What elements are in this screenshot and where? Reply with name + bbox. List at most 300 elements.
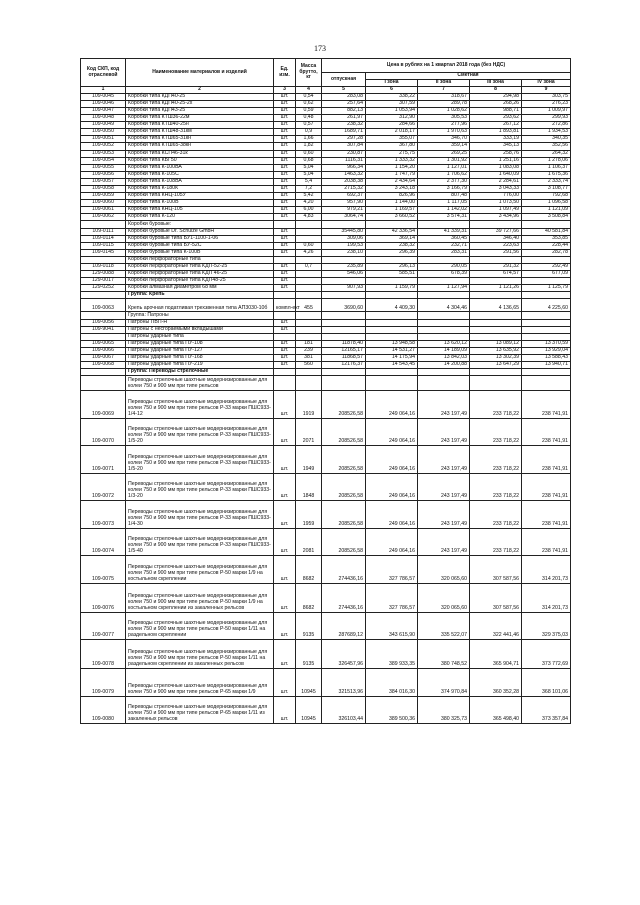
cell-zone-1 bbox=[366, 312, 418, 319]
cell-release: 957,90 bbox=[322, 200, 366, 207]
cell-code: 109-9041 bbox=[81, 326, 126, 333]
cell-unit: компл-ект bbox=[274, 299, 296, 312]
cell-zone-2 bbox=[418, 221, 470, 228]
cell-zone-1 bbox=[366, 319, 418, 326]
cell-zone-4: 352,56 bbox=[522, 143, 571, 150]
cell-code: 109-0046 bbox=[81, 100, 126, 107]
cell-zone-2: 359,14 bbox=[418, 143, 470, 150]
cell-zone-3: 233 718,22 bbox=[470, 446, 522, 474]
cell-name: Коробки типа КТШ48-31км bbox=[126, 129, 274, 136]
cell-zone-2: 232,71 bbox=[418, 242, 470, 249]
cell-code: 109-0114 bbox=[81, 235, 126, 242]
cell-zone-4: 276,23 bbox=[522, 100, 571, 107]
cell-code bbox=[81, 221, 126, 228]
cell-code: 109-0067 bbox=[81, 355, 126, 362]
cell-unit bbox=[274, 376, 296, 391]
cell-zone-1: 327 786,57 bbox=[366, 556, 418, 584]
table-row bbox=[81, 669, 571, 697]
cell-release: 283,08 bbox=[322, 93, 366, 100]
cell-release: 907,93 bbox=[322, 285, 366, 292]
cell-zone-2: 380 748,52 bbox=[418, 640, 470, 669]
cell-name: Группа: Патроны bbox=[126, 312, 274, 319]
cell-name: Патроны ударные типа bbox=[126, 333, 274, 340]
header-price-caption: Цена в рублях на 1 квартал 2018 года (без НДС) bbox=[322, 59, 571, 73]
column-number: 2 bbox=[126, 87, 274, 94]
table-row bbox=[81, 528, 571, 556]
cell-code: 109-0115 bbox=[81, 242, 126, 249]
cell-mass bbox=[296, 326, 322, 333]
cell-mass: 0,60 bbox=[296, 242, 322, 249]
cell-code: 109-0050 bbox=[81, 129, 126, 136]
cell-zone-3 bbox=[470, 326, 522, 333]
cell-mass bbox=[296, 228, 322, 235]
cell-zone-2: 243 197,49 bbox=[418, 501, 470, 529]
cell-zone-2: 243 197,49 bbox=[418, 446, 470, 474]
cell-name: Коробки буровые: bbox=[126, 221, 274, 228]
cell-zone-4: 340,35 bbox=[522, 136, 571, 143]
cell-zone-1: 14 543,45 bbox=[366, 362, 418, 369]
cell-name: Коробки буровые типа БУ1-1100-1-06 bbox=[126, 235, 274, 242]
cell-mass: 1848 bbox=[296, 473, 322, 501]
cell-name: Переводы стрелочные шахтные модернизированные для колеи 750 и 900 мм при типе рельсов Р-33 марки ПШС933-1/5-20 bbox=[126, 418, 274, 446]
cell-zone-3 bbox=[470, 319, 522, 326]
cell-zone-1: 369,14 bbox=[366, 235, 418, 242]
cell-zone-1: 384 016,30 bbox=[366, 669, 418, 697]
cell-unit: шт. bbox=[274, 207, 296, 214]
cell-zone-4: 1 096,58 bbox=[522, 200, 571, 207]
cell-zone-2 bbox=[418, 292, 470, 299]
cell-zone-1: 2 434,64 bbox=[366, 178, 418, 185]
cell-zone-1: 14 531,27 bbox=[366, 347, 418, 354]
cell-unit: шт. bbox=[274, 556, 296, 584]
cell-mass: 4,26 bbox=[296, 249, 322, 256]
cell-release: 1689,71 bbox=[322, 129, 366, 136]
cell-release: 692,37 bbox=[322, 193, 366, 200]
cell-name: Группа: Крепь bbox=[126, 292, 274, 299]
cell-zone-1: 1 333,32 bbox=[366, 157, 418, 164]
cell-mass: 4,20 bbox=[296, 200, 322, 207]
cell-zone-1: 367,80 bbox=[366, 143, 418, 150]
cell-name: Коробки типа К-180К bbox=[126, 185, 274, 192]
cell-release: 546,06 bbox=[322, 271, 366, 278]
cell-zone-3 bbox=[470, 221, 522, 228]
cell-unit: шт. bbox=[274, 93, 296, 100]
cell-zone-2: 346,70 bbox=[418, 136, 470, 143]
table-row bbox=[81, 391, 571, 419]
cell-release bbox=[322, 312, 366, 319]
cell-zone-2: 290,05 bbox=[418, 264, 470, 271]
cell-mass: 2081 bbox=[296, 528, 322, 556]
table-row bbox=[81, 418, 571, 446]
header-smeta: Сметная bbox=[366, 73, 571, 80]
cell-zone-1: 1 053,94 bbox=[366, 107, 418, 114]
cell-code bbox=[81, 369, 126, 376]
table-body bbox=[81, 93, 571, 724]
header-release: отпускная bbox=[322, 73, 366, 87]
header-name: Наименование материалов и изделий bbox=[126, 59, 274, 87]
cell-zone-1: 389 933,35 bbox=[366, 640, 418, 669]
cell-mass bbox=[296, 271, 322, 278]
cell-code: 109-0068 bbox=[81, 362, 126, 369]
cell-zone-2: 335 522,07 bbox=[418, 612, 470, 640]
cell-unit: шт. bbox=[274, 326, 296, 333]
cell-zone-4: 13 929,04 bbox=[522, 347, 571, 354]
cell-zone-3: 291,56 bbox=[470, 249, 522, 256]
cell-zone-2: 1 117,05 bbox=[418, 200, 470, 207]
cell-zone-2: 320 065,60 bbox=[418, 583, 470, 612]
cell-zone-3: 268,26 bbox=[470, 100, 522, 107]
cell-code: 109-0060 bbox=[81, 200, 126, 207]
table-row bbox=[81, 696, 571, 724]
cell-code: 109-0053 bbox=[81, 150, 126, 157]
cell-zone-1: 389 500,36 bbox=[366, 696, 418, 724]
cell-release: 208526,58 bbox=[322, 391, 366, 419]
header-mass: Масса брутто, кг bbox=[296, 59, 322, 87]
cell-zone-1: 1 747,79 bbox=[366, 171, 418, 178]
cell-name: Переводы стрелочные шахтные модернизированные для колеи 750 и 900 мм при типе рельсов Р-33 марки ПШС933-1/4-12 bbox=[126, 391, 274, 419]
cell-zone-2: 1 028,62 bbox=[418, 107, 470, 114]
cell-mass: 1959 bbox=[296, 501, 322, 529]
cell-zone-1: 327 786,57 bbox=[366, 583, 418, 612]
cell-mass bbox=[296, 221, 322, 228]
cell-unit: шт. bbox=[274, 696, 296, 724]
cell-zone-2 bbox=[418, 369, 470, 376]
cell-unit: шт. bbox=[274, 129, 296, 136]
cell-code: 109-0078 bbox=[81, 640, 126, 669]
cell-code bbox=[81, 376, 126, 391]
cell-zone-4 bbox=[522, 292, 571, 299]
cell-release: 1463,32 bbox=[322, 171, 366, 178]
cell-name: Коробки буровые Dr. Schulze GmbH bbox=[126, 228, 274, 235]
cell-zone-3: 345,13 bbox=[470, 143, 522, 150]
cell-zone-3: 13 635,92 bbox=[470, 347, 522, 354]
cell-zone-1: 296,13 bbox=[366, 264, 418, 271]
cell-name: Переводы стрелочные шахтные модернизированные для колеи 750 и 900 мм при типе рельсов Р-33 марки ПШС933-1/4-30 bbox=[126, 501, 274, 529]
cell-code bbox=[81, 292, 126, 299]
cell-code: 129-0017 bbox=[81, 278, 126, 285]
cell-zone-4: 238 741,91 bbox=[522, 528, 571, 556]
cell-unit: шт. bbox=[274, 115, 296, 122]
cell-zone-4 bbox=[522, 369, 571, 376]
cell-zone-1: 249 064,16 bbox=[366, 418, 418, 446]
cell-zone-1: 249 064,16 bbox=[366, 501, 418, 529]
cell-release: 11878,40 bbox=[322, 340, 366, 347]
cell-zone-1: 1 159,79 bbox=[366, 285, 418, 292]
cell-zone-4: 13 940,71 bbox=[522, 362, 571, 369]
cell-release: 326457,96 bbox=[322, 640, 366, 669]
cell-zone-3: 360 352,28 bbox=[470, 669, 522, 697]
cell-unit: шт. bbox=[274, 271, 296, 278]
cell-zone-2: 289,78 bbox=[418, 100, 470, 107]
cell-release bbox=[322, 369, 366, 376]
cell-name: Коробки типа КСП46-31к bbox=[126, 150, 274, 157]
cell-release bbox=[322, 376, 366, 391]
cell-zone-4: 1 278,06 bbox=[522, 157, 571, 164]
cell-zone-2: 283,31 bbox=[418, 249, 470, 256]
cell-zone-1: 42 336,54 bbox=[366, 228, 418, 235]
cell-release: 35445,80 bbox=[322, 228, 366, 235]
cell-zone-2: 243 197,49 bbox=[418, 528, 470, 556]
cell-unit: шт. bbox=[274, 264, 296, 271]
cell-zone-3: 258,76 bbox=[470, 150, 522, 157]
cell-zone-2: 277,96 bbox=[418, 122, 470, 129]
cell-zone-3: 988,71 bbox=[470, 107, 522, 114]
cell-mass bbox=[296, 369, 322, 376]
cell-unit: шт. bbox=[274, 242, 296, 249]
cell-name: Коробки перфораторные типа КДП-52-25 bbox=[126, 264, 274, 271]
cell-zone-3: 233 718,22 bbox=[470, 501, 522, 529]
cell-zone-3: 233 718,22 bbox=[470, 418, 522, 446]
cell-unit: шт. bbox=[274, 669, 296, 697]
cell-mass: 0,9 bbox=[296, 129, 322, 136]
cell-zone-3: 223,63 bbox=[470, 242, 522, 249]
cell-zone-2: 243 197,49 bbox=[418, 418, 470, 446]
cell-name: Коробки типа К-108ВА bbox=[126, 178, 274, 185]
cell-release: 208526,58 bbox=[322, 446, 366, 474]
cell-zone-3: 1 251,16 bbox=[470, 157, 522, 164]
cell-mass: 560 bbox=[296, 362, 322, 369]
cell-zone-4: 1 106,37 bbox=[522, 164, 571, 171]
cell-unit: шт. bbox=[274, 107, 296, 114]
cell-mass: 1,82 bbox=[296, 143, 322, 150]
table-row bbox=[81, 446, 571, 474]
header-zone-1: I зона bbox=[366, 80, 418, 87]
cell-release bbox=[322, 326, 366, 333]
cell-zone-2: 318,67 bbox=[418, 93, 470, 100]
cell-zone-3: 333,19 bbox=[470, 136, 522, 143]
cell-zone-2: 13 842,03 bbox=[418, 355, 470, 362]
cell-zone-3: 233 718,22 bbox=[470, 391, 522, 419]
cell-mass: 455 bbox=[296, 299, 322, 312]
cell-release: 261,97 bbox=[322, 115, 366, 122]
cell-zone-4: 677,09 bbox=[522, 271, 571, 278]
cell-name: Коробки типа К-100В bbox=[126, 200, 274, 207]
cell-unit: шт. bbox=[274, 347, 296, 354]
cell-name: Коробки типа КДП40-25-2x bbox=[126, 100, 274, 107]
cell-code: 109-0079 bbox=[81, 669, 126, 697]
cell-zone-2: 807,48 bbox=[418, 193, 470, 200]
cell-mass: 0,60 bbox=[296, 150, 322, 157]
cell-release: 12165,17 bbox=[322, 347, 366, 354]
cell-zone-3: 39 727,66 bbox=[470, 228, 522, 235]
cell-unit: шт. bbox=[274, 193, 296, 200]
cell-unit: шт. bbox=[274, 200, 296, 207]
cell-release bbox=[322, 292, 366, 299]
column-number: 3 bbox=[274, 87, 296, 94]
cell-zone-3: 3 043,33 bbox=[470, 185, 522, 192]
cell-code bbox=[81, 312, 126, 319]
cell-zone-4: 2 333,74 bbox=[522, 178, 571, 185]
cell-mass: 6,00 bbox=[296, 207, 322, 214]
cell-release: 287689,12 bbox=[322, 612, 366, 640]
cell-zone-4: 3 108,77 bbox=[522, 185, 571, 192]
cell-name: Патроны с несгораемыми вкладышами bbox=[126, 326, 274, 333]
cell-zone-1: 296,39 bbox=[366, 249, 418, 256]
cell-name: Патроны ударные типа ПУ-219 bbox=[126, 362, 274, 369]
table-row bbox=[81, 583, 571, 612]
cell-unit: шт. bbox=[274, 235, 296, 242]
cell-zone-4: 238 741,91 bbox=[522, 473, 571, 501]
cell-zone-4: 299,93 bbox=[522, 115, 571, 122]
cell-code: 109-0057 bbox=[81, 178, 126, 185]
cell-zone-3: 233 718,22 bbox=[470, 473, 522, 501]
cell-zone-4: 1 675,36 bbox=[522, 171, 571, 178]
cell-zone-1: 3 243,18 bbox=[366, 185, 418, 192]
cell-zone-1: 249 064,16 bbox=[366, 473, 418, 501]
cell-code: 109-0073 bbox=[81, 501, 126, 529]
cell-release: 3064,74 bbox=[322, 214, 366, 221]
header-zone-4: IV зона bbox=[522, 80, 571, 87]
cell-release: 966,34 bbox=[322, 164, 366, 171]
cell-name: Переводы стрелочные шахтные модернизированные для колеи 750 и 900 мм при типе рельсов Р-33 марки ПШС933-1/5-20 bbox=[126, 446, 274, 474]
cell-zone-4: 282,78 bbox=[522, 249, 571, 256]
column-number: 6 bbox=[366, 87, 418, 94]
cell-zone-2: 2 377,30 bbox=[418, 178, 470, 185]
cell-name: Переводы стрелочные шахтные модернизированные для колеи 750 и 900 мм при типе рельсов Р-65 марки 1/9 bbox=[126, 669, 274, 697]
cell-release: 11868,57 bbox=[322, 355, 366, 362]
cell-zone-4: 228,44 bbox=[522, 242, 571, 249]
cell-code: 109-0080 bbox=[81, 696, 126, 724]
cell-release: 2038,38 bbox=[322, 178, 366, 185]
cell-zone-4: 4 225,60 bbox=[522, 299, 571, 312]
cell-unit: шт. bbox=[274, 136, 296, 143]
cell-code: 109-0077 bbox=[81, 612, 126, 640]
cell-zone-2: 360,45 bbox=[418, 235, 470, 242]
cell-name: Коробки типа КНЦ-105У bbox=[126, 193, 274, 200]
cell-zone-1: 249 064,16 bbox=[366, 391, 418, 419]
cell-zone-3: 1 097,49 bbox=[470, 207, 522, 214]
cell-zone-2: 305,53 bbox=[418, 115, 470, 122]
cell-zone-4: 353,85 bbox=[522, 235, 571, 242]
cell-zone-3: 294,98 bbox=[470, 93, 522, 100]
table-row bbox=[81, 640, 571, 669]
cell-code: 109-0072 bbox=[81, 473, 126, 501]
cell-mass: 381 bbox=[296, 355, 322, 362]
cell-zone-2: 320 065,60 bbox=[418, 556, 470, 584]
header-code: Код СКП, код отраслевой bbox=[81, 59, 126, 87]
cell-zone-3: 307 587,56 bbox=[470, 556, 522, 584]
cell-zone-4: 13 588,43 bbox=[522, 355, 571, 362]
cell-release: 208526,58 bbox=[322, 418, 366, 446]
cell-unit bbox=[274, 292, 296, 299]
table-row bbox=[81, 556, 571, 584]
cell-code: 129-0088 bbox=[81, 271, 126, 278]
cell-name: Патроны ударные типа ПУ-108 bbox=[126, 340, 274, 347]
cell-zone-1: 13 948,58 bbox=[366, 340, 418, 347]
cell-zone-2: 4 304,46 bbox=[418, 299, 470, 312]
cell-mass: 1949 bbox=[296, 446, 322, 474]
cell-mass: 4,83 bbox=[296, 214, 322, 221]
cell-unit: шт. bbox=[274, 171, 296, 178]
cell-zone-2: 1 142,02 bbox=[418, 207, 470, 214]
cell-zone-2: 3 166,79 bbox=[418, 185, 470, 192]
cell-zone-2: 1 970,63 bbox=[418, 129, 470, 136]
cell-zone-4: 272,86 bbox=[522, 122, 571, 129]
column-number: 5 bbox=[322, 87, 366, 94]
cell-release: 979,21 bbox=[322, 207, 366, 214]
cell-zone-4: 1 125,79 bbox=[522, 285, 571, 292]
cell-zone-4: 3 508,84 bbox=[522, 214, 571, 221]
cell-zone-2: 269,25 bbox=[418, 150, 470, 157]
cell-mass: 239 bbox=[296, 347, 322, 354]
cell-name: Переводы стрелочные шахтные модернизированные для колеи 750 и 900 мм при типе рельсов Р-33 марки ПШС933-1/5-40 bbox=[126, 528, 274, 556]
cell-release: 230,87 bbox=[322, 150, 366, 157]
cell-zone-1: 1 169,57 bbox=[366, 207, 418, 214]
cell-zone-3: 267,12 bbox=[470, 122, 522, 129]
cell-zone-1: 312,90 bbox=[366, 115, 418, 122]
cell-name: Переводы стрелочные шахтные модернизированные для колеи 750 и 900 мм при типе рельсов Р-33 марки ПШС933-1/3-20 bbox=[126, 473, 274, 501]
cell-unit: шт. bbox=[274, 100, 296, 107]
cell-zone-3: 346,40 bbox=[470, 235, 522, 242]
cell-code: 109-0052 bbox=[81, 143, 126, 150]
table-row bbox=[81, 473, 571, 501]
cell-release bbox=[322, 221, 366, 228]
table-row bbox=[81, 376, 571, 391]
column-number: 9 bbox=[522, 87, 571, 94]
cell-zone-3 bbox=[470, 376, 522, 391]
cell-zone-3: 3 434,96 bbox=[470, 214, 522, 221]
cell-unit: шт. bbox=[274, 446, 296, 474]
cell-zone-3: 13 089,12 bbox=[470, 340, 522, 347]
cell-mass bbox=[296, 312, 322, 319]
cell-code: 109-0051 bbox=[81, 136, 126, 143]
cell-zone-1: 1 154,20 bbox=[366, 164, 418, 171]
cell-code: 109-0049 bbox=[81, 122, 126, 129]
cell-code: 109-0071 bbox=[81, 446, 126, 474]
cell-release bbox=[322, 319, 366, 326]
cell-name: Переводы стрелочные шахтные модернизированные для колеи 750 и 900 мм при типе рельсов Р-50 марки 1/9 на костыльном скреплении bbox=[126, 556, 274, 584]
cell-code: 109-0061 bbox=[81, 207, 126, 214]
cell-code: 109-0045 bbox=[81, 93, 126, 100]
cell-zone-3 bbox=[470, 292, 522, 299]
cell-name: Переводы стрелочные шахтные модернизированные для колеи 750 и 900 мм при типе рельсов Р-50 марки 1/11 на раздельном скреплении bbox=[126, 612, 274, 640]
cell-mass: 0,59 bbox=[296, 107, 322, 114]
cell-zone-3 bbox=[470, 312, 522, 319]
cell-release: 199,53 bbox=[322, 242, 366, 249]
cell-unit: шт. bbox=[274, 164, 296, 171]
cell-zone-3 bbox=[470, 369, 522, 376]
table-row bbox=[81, 501, 571, 529]
cell-name: Коробки типа К-100ВА bbox=[126, 164, 274, 171]
cell-release: 2715,32 bbox=[322, 185, 366, 192]
cell-zone-4: 792,68 bbox=[522, 193, 571, 200]
cell-unit: шт. bbox=[274, 640, 296, 669]
table-row bbox=[81, 612, 571, 640]
cell-release: 208526,58 bbox=[322, 473, 366, 501]
cell-code: 109-0076 bbox=[81, 583, 126, 612]
cell-mass: 0,7 bbox=[296, 264, 322, 271]
cell-unit: шт. bbox=[274, 150, 296, 157]
cell-zone-2: 243 197,49 bbox=[418, 391, 470, 419]
cell-unit: шт. bbox=[274, 418, 296, 446]
cell-mass: 0,48 bbox=[296, 115, 322, 122]
cell-zone-1: 249 064,16 bbox=[366, 528, 418, 556]
cell-code: 109-0118 bbox=[81, 264, 126, 271]
cell-code: 109-0063 bbox=[81, 299, 126, 312]
cell-unit: шт. bbox=[274, 391, 296, 419]
cell-mass: 1919 bbox=[296, 391, 322, 419]
cell-mass: 0,54 bbox=[296, 93, 322, 100]
cell-unit bbox=[274, 369, 296, 376]
cell-zone-4 bbox=[522, 376, 571, 391]
cell-name: Переводы стрелочные шахтные модернизированные для колеи 750 и 900 мм при типе рельсов Р-50 марки 1/9 на костыльном скреплении из закаленных рельсов bbox=[126, 583, 274, 612]
cell-zone-3: 13 302,39 bbox=[470, 355, 522, 362]
cell-mass: 9135 bbox=[296, 640, 322, 669]
cell-zone-2: 14 189,09 bbox=[418, 347, 470, 354]
column-number: 7 bbox=[418, 87, 470, 94]
cell-zone-1: 2 018,17 bbox=[366, 129, 418, 136]
cell-code: 109-0075 bbox=[81, 556, 126, 584]
